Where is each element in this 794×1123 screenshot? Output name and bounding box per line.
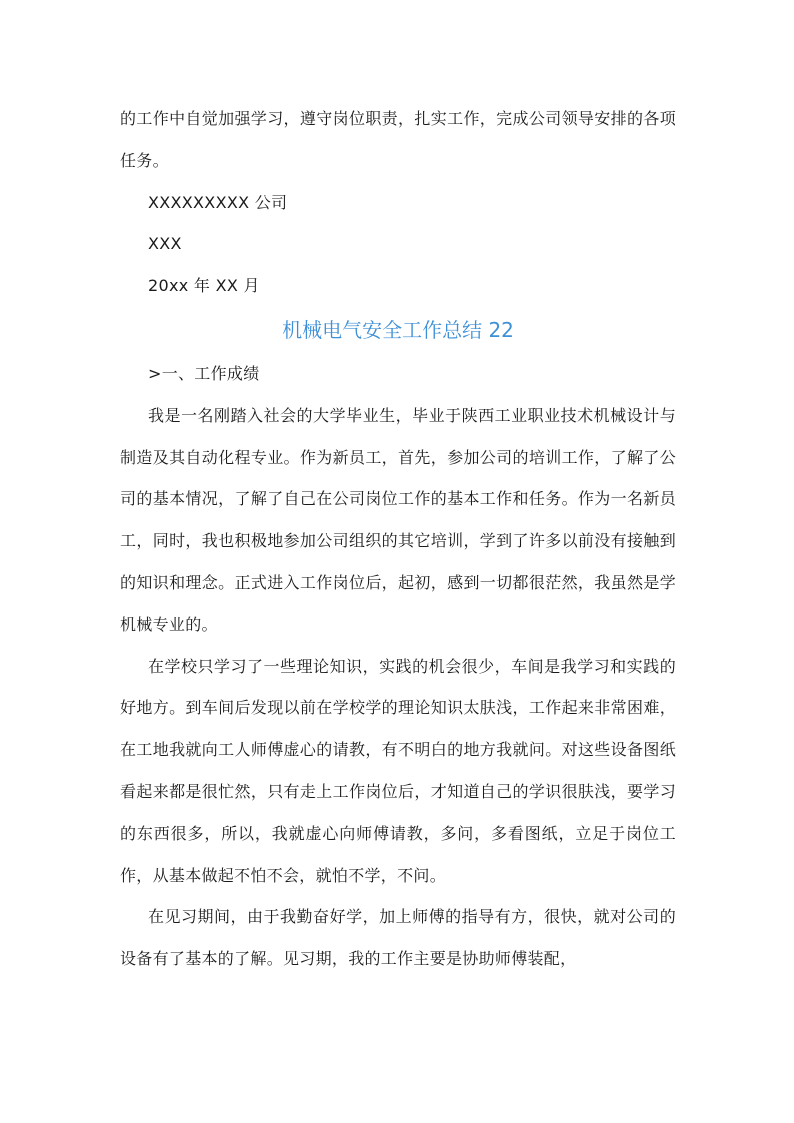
body-paragraph-3: 在见习期间，由于我勤奋好学，加上师傅的指导有方，很快，就对公司的设备有了基本的了解。见习期，我的工作主要是协助师傅装配， (120, 907, 676, 969)
continuation-paragraph: 的工作中自觉加强学习，遵守岗位职责，扎实工作，完成公司领导安排的各项任务。 (120, 109, 676, 170)
signature-name: XXX (148, 234, 182, 254)
signature-company: XXXXXXXXX 公司 (148, 192, 288, 212)
document-title: 机械电气安全工作总结 22 (282, 317, 514, 342)
body-paragraph-1: 我是一名刚踏入社会的大学毕业生，毕业于陕西工业职业技术机械设计与制造及其自动化程专业。作为新员工，首先，参加公司的培训工作，了解了公司的基本情况，了解了自己在公司岗位工作的基本工作和任务。作为一名新员工，同时，我也积极地参加公司组织的其它培训，学到了许多以前没有接触到的知识和理念。正式进入工作岗位后，起初，感到一切都很茫然，我虽然是学机械专业的。 (120, 405, 676, 634)
signature-date: 20xx 年 XX 月 (148, 276, 260, 296)
document-body (120, 98, 676, 980)
body-paragraph-2: 在学校只学习了一些理论知识，实践的机会很少，车间是我学习和实践的好地方。到车间后发现以前在学校学的理论知识太肤浅，工作起来非常困难，在工地我就向工人师傅虚心的请教，有不明白的地方我就问。对这些设备图纸看起来都是很忙然，只有走上工作岗位后，才知道自己的学识很肤浅，要学习的东西很多，所以，我就虚心向师傅请教，多问，多看图纸，立足于岗位工作，从基本做起不怕不会，就怕不学，不问。 (120, 656, 676, 885)
section-heading: >一、工作成绩 (148, 363, 260, 383)
